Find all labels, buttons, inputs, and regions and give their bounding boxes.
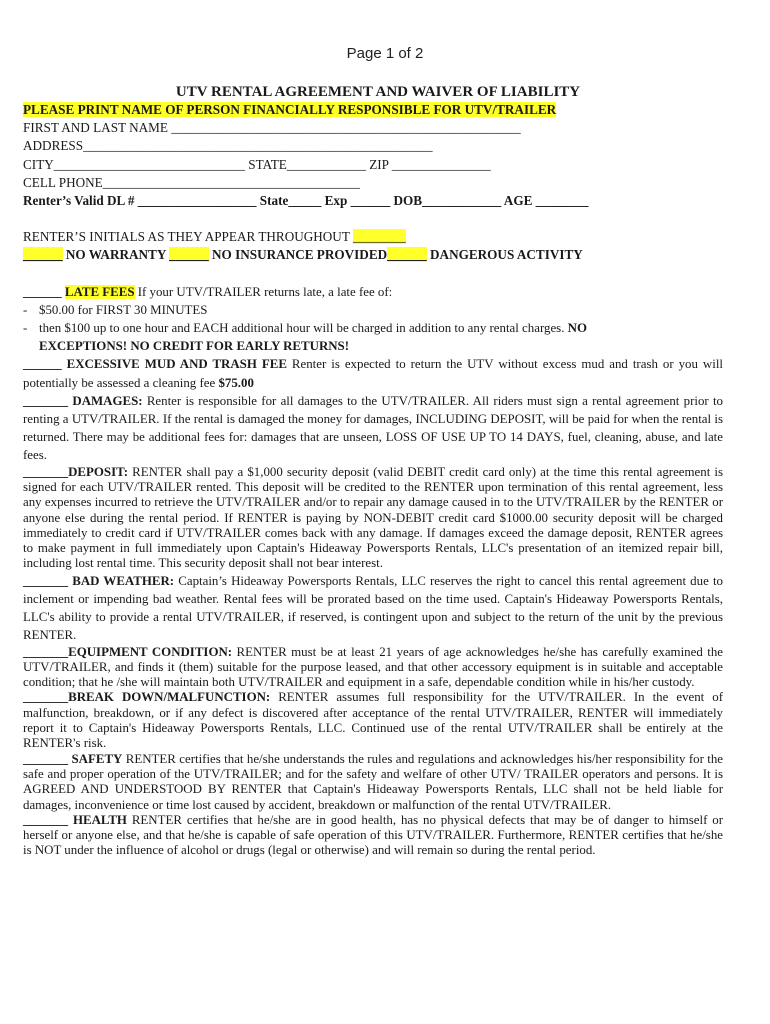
safety-text: RENTER certifies that he/she understands the rules and regulations and acknowledges his/her responsibility for the safe and proper operation of the UTV/TRAILER; and for the safety and welfare of other UTV/ TRAILER operators and persons. It is AGREED AND UNDERSTOOD BY RENTER that Captain's Hideaway Powersports Rentals, LLC shall not be held liable for damages, inconvenience or time lost caused by accident, breakdown or malfunction of the rental UTV/TRAILER. — [23, 751, 724, 812]
mud-fee-heading: ______ EXCESSIVE MUD AND TRASH FEE — [23, 357, 287, 372]
license-row — [23, 192, 723, 210]
bad-weather-heading: _______ BAD WEATHER: — [23, 573, 175, 588]
dangerous-activity-blank[interactable]: ______ — [387, 247, 427, 263]
name-field[interactable]: FIRST AND LAST NAME _____________________________________________________ — [23, 120, 521, 136]
city-field[interactable]: CITY_____________________________ — [23, 156, 245, 172]
deposit-section — [23, 465, 723, 572]
equipment-condition-text: RENTER must be at least 21 years of age acknowledges he/she has carefully examined the UTV/TRAILER, and finds it (them) suitable for the purpose leased, and that other accessory equipment is in suitable and acceptable condition; that he /she will maintain both UTV/TRAILER and equipment in a safe, dependable condition while in his/her custody. — [23, 644, 723, 690]
breakdown-text: RENTER assumes full responsibility for the UTV/TRAILER. In the event of malfunction, breakdown, or if any defect is discovered after acceptance of the rental UTV/TRAILER, RENTER will immediately report it to Captain's Hideaway Powersports Rentals, LLC. Continued use of the rental UTV/TRAILER shall be entirely at the RENTER's risk. — [23, 690, 723, 751]
safety-heading: _______ SAFETY — [23, 751, 123, 766]
late-fee-item: - then $100 up to one hour and EACH additional hour will be charged in addition to any rental charges. NO — [23, 321, 587, 336]
dangerous-activity-label: DANGEROUS ACTIVITY — [426, 247, 583, 263]
no-insurance-blank[interactable]: ______ — [169, 247, 209, 263]
deposit-text: RENTER shall pay a $1,000 security deposit (valid DEBIT credit card only) at the time this rental agreement is signed for each UTV/TRAILER rented. This deposit will be credited to the RENTER upon termination of this rental agreement, less any expenses incurred to retrieve the UTV/TRAILER and/or to repair any damage caused in to the UTV/TRAILER by the RENTER or anyone else during the rental period. If RENTER is paying by NON-DEBIT credit card $1000.00 security deposit will be charged immediately to credit card if UTV/TRAILER comes back with any damage. If damages exceed the damage deposit, RENTER agrees to make payment in full immediately upon Captain's Hideaway Powersports Rentals, LLC's presentation of an itemized repair bill, including lost rental time. This security deposit shall not bear interest. — [23, 464, 723, 571]
damages-text: Renter is responsible for all damages to the UTV/TRAILER. All riders must sign a rental agreement prior to renting a UTV/TRAILER. If the rental is damaged the money for damages, INCLUDING DEPOSIT, will be paid for when the rental is returned. There may be additional fees for: damages that are unseen, LOSS OF USE UP TO 14 DAYS, fuel, cleaning, abuse, and late fees. — [23, 393, 723, 463]
no-warranty-blank[interactable]: ______ — [23, 247, 63, 263]
health-section — [23, 813, 723, 859]
city-state-zip-row — [23, 156, 723, 174]
late-fees-blank[interactable]: ______ — [23, 284, 65, 299]
mud-fee-amount: $75.00 — [218, 375, 254, 390]
late-fees-heading: LATE FEES — [64, 284, 135, 299]
state-field[interactable]: STATE____________ — [248, 156, 366, 172]
deposit-heading: _______DEPOSIT: — [23, 464, 129, 479]
health-heading: _______ HEALTH — [23, 812, 127, 827]
late-fees-intro: If your UTV/TRAILER returns late, a late fee of: — [134, 284, 393, 299]
cell-phone-field[interactable]: CELL PHONE_______________________________________ — [23, 174, 360, 190]
initials-blank[interactable]: ________ — [352, 229, 406, 245]
zip-field[interactable]: ZIP _______________ — [369, 156, 491, 172]
late-fee-item-bold: NO — [567, 321, 587, 336]
late-fee-item-text: then $100 up to one hour and EACH additional hour will be charged in addition to any rental charges. — [39, 321, 568, 336]
exp-field[interactable]: Exp ______ — [324, 193, 391, 209]
dob-field[interactable]: DOB____________ — [393, 193, 502, 209]
print-notice — [23, 101, 723, 119]
address-field[interactable]: ADDRESS_____________________________________________________ — [23, 138, 433, 154]
damages-section — [23, 392, 723, 465]
print-notice-text: PLEASE PRINT NAME OF PERSON FINANCIALLY RESPONSIBLE FOR UTV/TRAILER — [23, 102, 557, 117]
document-title: UTV RENTAL AGREEMENT AND WAIVER OF LIABILITY — [175, 84, 581, 100]
bad-weather-section — [23, 572, 723, 645]
bad-weather-text: Captain’s Hideaway Powersports Rentals, LLC reserves the right to cancel this rental agreement due to inclement or impending bad weather. Rental fees will be prorated based on the time used. Captain's Hideaway Powersports Rentals, LLC's ability to provide a rental UTV/TRAILER, if reserved, is contingent upon and subject to the return of the unit by the previous RENTER. — [23, 573, 723, 643]
age-field[interactable]: AGE ________ — [503, 193, 589, 209]
health-text: RENTER certifies that he/she are in good health, has no physical defects that may be of danger to himself or herself or anyone else, and that he/she is capable of safe operation of this UTV/TRAILER. Furthermore, RENTER certifies that he/she is NOT under the influence of alcohol or drugs (legal or otherwise) and will remain so during the rental period. — [23, 812, 724, 858]
agreement-document — [23, 84, 723, 859]
equipment-condition-heading: _______EQUIPMENT CONDITION: — [23, 644, 233, 659]
breakdown-section — [23, 690, 723, 751]
waiver-initials-row — [23, 246, 723, 264]
late-fees-section — [23, 283, 723, 301]
late-fee-item: - $50.00 for FIRST 30 MINUTES — [23, 302, 208, 317]
safety-section — [23, 752, 723, 813]
initials-label: RENTER’S INITIALS AS THEY APPEAR THROUGHOUT — [23, 229, 353, 245]
late-fee-item-text: $50.00 for FIRST 30 MINUTES — [39, 302, 208, 317]
dl-field[interactable]: Renter’s Valid DL # __________________ — [23, 193, 257, 209]
page-number: Page 1 of 2 — [346, 45, 424, 62]
damages-heading: _______ DAMAGES: — [23, 393, 143, 408]
initials-row — [23, 228, 723, 246]
mud-fee-section — [23, 355, 723, 391]
equipment-condition-section — [23, 645, 723, 691]
no-insurance-label: NO INSURANCE PROVIDED — [208, 247, 388, 263]
mud-fee-text: Renter is expected to return the UTV without excess mud and trash or you will potentially be assessed a cleaning fee — [23, 357, 723, 390]
late-fee-continued: EXCEPTIONS! NO CREDIT FOR EARLY RETURNS! — [39, 339, 350, 354]
breakdown-heading: _______BREAK DOWN/MALFUNCTION: — [23, 690, 271, 705]
no-warranty-label: NO WARRANTY — [62, 247, 170, 263]
dl-state-field[interactable]: State_____ — [259, 193, 322, 209]
